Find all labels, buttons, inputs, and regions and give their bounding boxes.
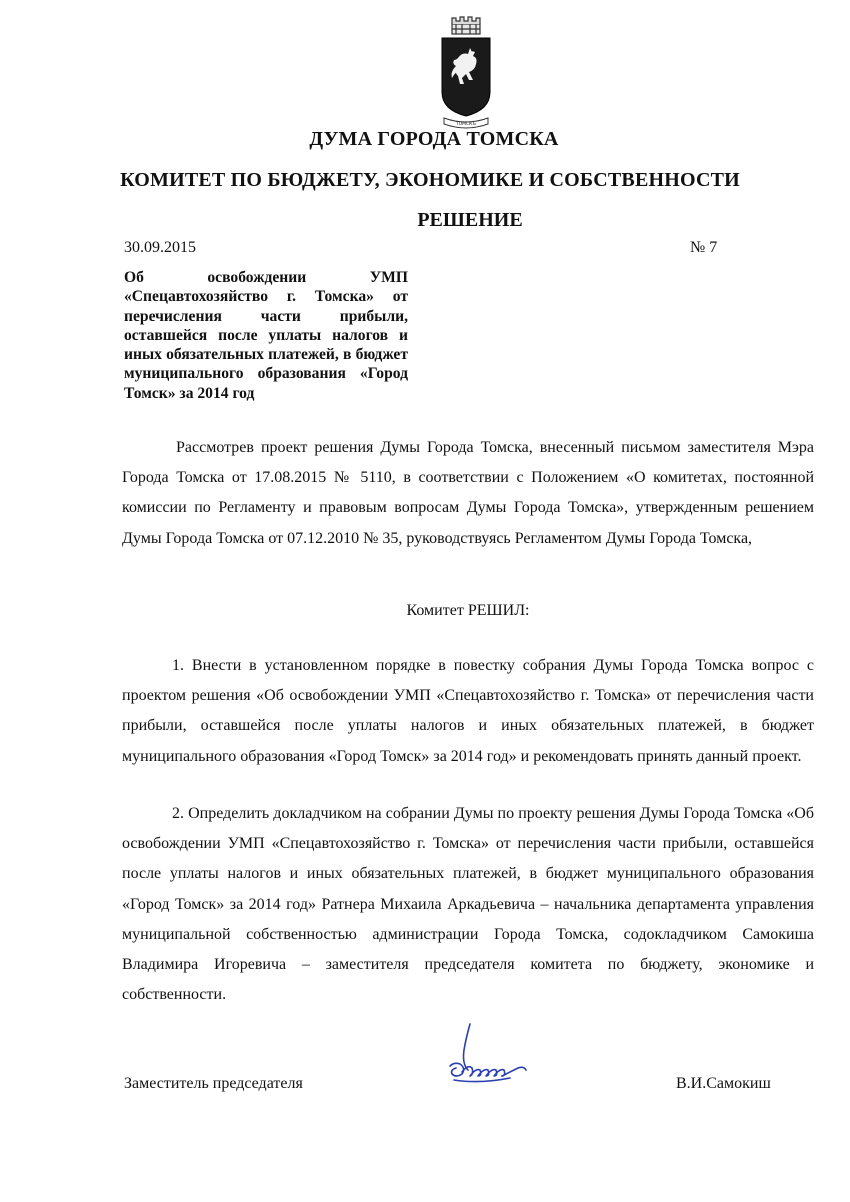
committee-title: КОМИТЕТ ПО БЮДЖЕТУ, ЭКОНОМИКЕ И СОБСТВЕННОСТИ [120, 169, 740, 191]
document-number: № 7 [690, 239, 718, 256]
resolution-item-1: 1. Внести в установленном порядке в повестку собрания Думы Города Томска вопрос с проектом решения «Об освобождении УМП «Спецавтохозяйство г. Томска» от перечисления части прибыли, оставшейся после уплаты налогов и иных обязательных платежей, в бюджет муниципального образования «Город Томск» за 2014 год» и рекомендовать принять данный проект. [122, 657, 814, 765]
intro-paragraph: Рассмотрев проект решения Думы Города Томска, внесенный письмом заместителя Мэра Города Томска от 17.08.2015 № 5110, в соответствии с Положением «О комитетах, постоянной комиссии по Регламенту и правовым вопросам Думы Города Томска», утвержденным решением Думы Города Томска от 07.12.2010 № 35, руководствуясь Регламентом Думы Города Томска, [122, 439, 814, 547]
coat-of-arms-icon [438, 14, 494, 130]
document-subject: Об освобождении УМП «Спецавтохозяйство г. Томска» от перечисления части прибыли, оставшейся после уплаты налогов и иных обязательных платежей, в бюджет муниципального образования «Город Томск» за 2014 год [124, 269, 408, 402]
document-type-title: РЕШЕНИЕ [417, 209, 523, 231]
resolution-item-2: 2. Определить докладчиком на собрании Думы по проекту решения Думы Города Томска «Об освобождении УМП «Спецавтохозяйство г. Томска» от перечисления части прибыли, оставшейся после уплаты налогов и иных обязательных платежей, в бюджет муниципального образования «Город Томск» за 2014 год» Ратнера Михаила Аркадьевича – начальника департамента управления муниципальной собственностью администрации Города Томска, содокладчиком Самокиша Владимира Игоревича – заместителя председателя комитета по бюджету, экономике и собственности. [122, 805, 814, 1004]
resolved-heading: Комитет РЕШИЛ: [406, 602, 530, 619]
signatory-name: В.И.Самокиш [676, 1075, 771, 1092]
handwritten-signature-icon [440, 1018, 536, 1092]
organization-title: ДУМА ГОРОДА ТОМСКА [309, 128, 559, 150]
signatory-role: Заместитель председателя [124, 1075, 303, 1092]
document-date: 30.09.2015 [124, 239, 196, 256]
svg-text:ТОМСКЪ: ТОМСКЪ [455, 122, 477, 127]
